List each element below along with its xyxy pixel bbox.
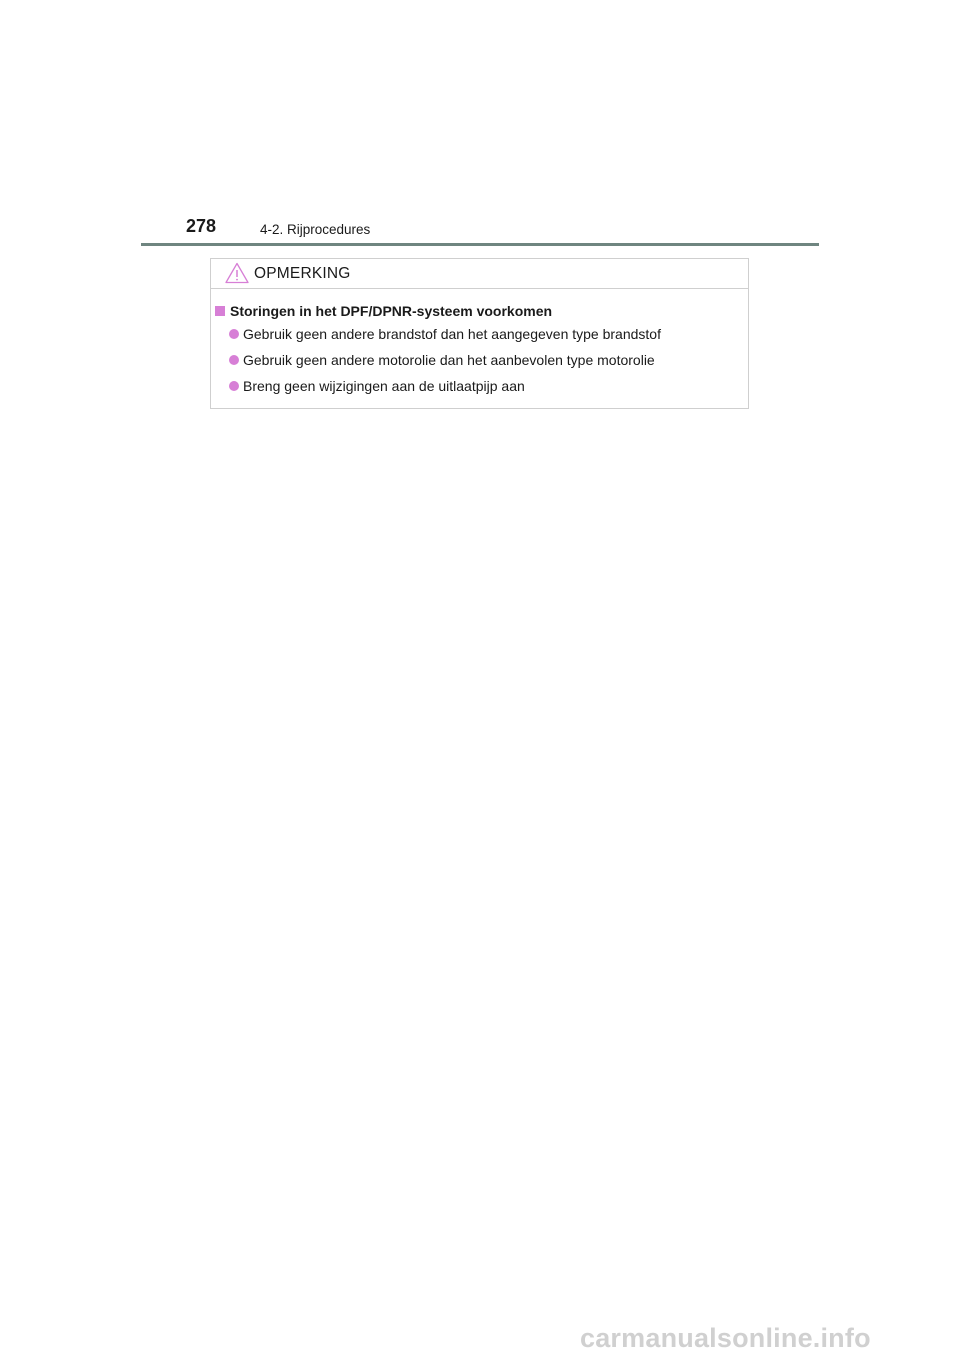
list-item-text: Gebruik geen andere motorolie dan het aanbevolen type motorolie bbox=[243, 352, 655, 368]
list-item-text: Breng geen wijzigingen aan de uitlaatpijp aan bbox=[243, 378, 525, 394]
header-rule bbox=[141, 243, 819, 246]
notice-header bbox=[211, 259, 748, 289]
notice-box bbox=[210, 258, 749, 409]
list-item bbox=[229, 378, 525, 394]
round-bullet-icon bbox=[229, 355, 239, 365]
watermark: carmanualsonline.info bbox=[580, 1323, 871, 1353]
list-item-text: Gebruik geen andere brandstof dan het aangegeven type brandstof bbox=[243, 326, 661, 342]
subheading-text: Storingen in het DPF/DPNR-systeem voorkomen bbox=[230, 303, 553, 319]
warning-triangle-icon bbox=[225, 262, 249, 284]
round-bullet-icon bbox=[229, 329, 239, 339]
notice-title: OPMERKING bbox=[254, 265, 351, 282]
list-item bbox=[229, 326, 661, 342]
round-bullet-icon bbox=[229, 381, 239, 391]
section-title: 4-2. Rijprocedures bbox=[260, 222, 371, 237]
notice-subheading bbox=[215, 303, 552, 319]
page-number: 278 bbox=[186, 216, 217, 236]
square-bullet-icon bbox=[215, 306, 225, 316]
list-item bbox=[229, 352, 655, 368]
